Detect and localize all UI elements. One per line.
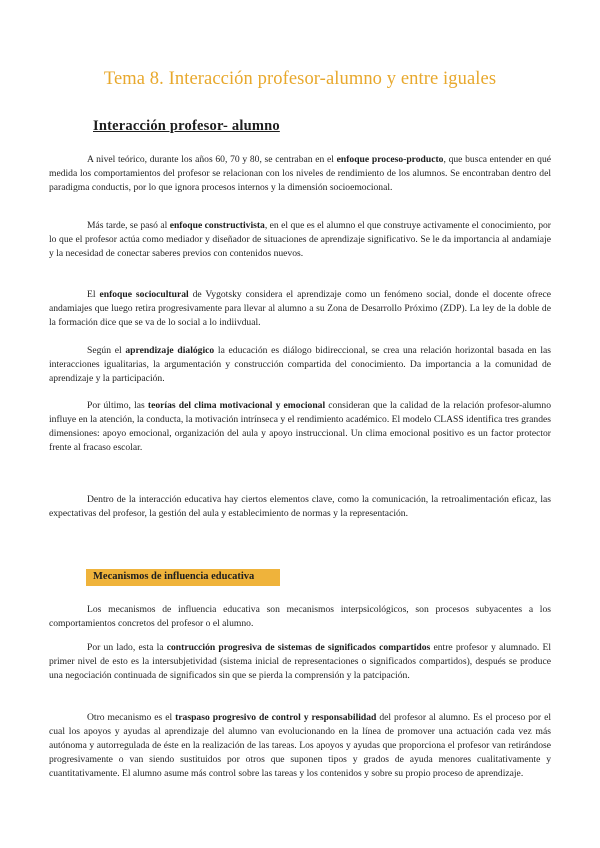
paragraph-significados-compartidos: Por un lado, esta la contrucción progresiva de sistemas de significados compartidos entre profesor y alumnado. El primer nivel de esto es la intersubjetividad (sistema inicial de representaciones o significados compartidos), después se produce una negociación continuada de significados sin que se pierda la comprensión y la patcipación. (49, 642, 552, 681)
paragraph-sociocultural: El enfoque sociocultural de Vygotsky considera el aprendizaje como un fenómeno social, donde el docente ofrece andamiajes que luego retira progresivamente para llevar al alumno a su Zona de Desarrollo Próximo (ZDP). La ley de la doble de la formación dice que se va de lo social a lo indiivdual. (49, 289, 551, 328)
paragraph-traspaso-control: Otro mecanismo es el traspaso progresivo de control y responsabilidad del profesor al alumno. Es el proceso por el cual los apoyos y ayudas al aprendizaje del alumno van evolucionando en la línea de promover una actuación cada vez más autónoma y autorregulada de éste en la realización de las tareas. Los apoyos y ayudas que proporciona el profesor van retirándose progresivamente o van siendo sustituidos por otros que suponen tipos y grados de ayuda menores cualitativamente y cuantitativamente. El alumno asume más control sobre las tareas y los contenidos y sobre su propio proceso de aprendizaje. (49, 712, 551, 779)
paragraph-proceso-producto: A nivel teórico, durante los años 60, 70 y 80, se centraban en el enfoque proceso-producto, que busca entender en qué medida los comportamientos del profesor se relacionan con los niveles de rendimiento de los alumnos. Se encontraban dentro del paradigma conductis, por lo que ignora procesos internos y la dimensión socioemocional. (49, 154, 552, 193)
document-title: Tema 8. Interacción profesor-alumno y entre iguales (103, 69, 497, 89)
paragraph-clima-motivacional: Por último, las teorías del clima motivacional y emocional consideran que la calidad de la relación profesor-alumno influye en la atención, la conducta, la motivación intrínseca y el rendimiento académico. El modelo CLASS identifica tres grandes dimensiones: apoyo emocional, organización del aula y apoyo instruccional. Un clima emocional positivo es un factor protector frente al fracaso escolar. (49, 400, 551, 453)
section-heading-mecanismos: Mecanismos de influencia educativa (93, 571, 255, 582)
paragraph-dialogico: Según el aprendizaje dialógico la educación es diálogo bidireccional, se crea una relación horizontal basada en las interacciones igualitarias, la argumentación y construcción compartida del conocimiento. Da importancia a la comunidad de aprendizaje y la participación. (49, 345, 551, 384)
section-heading-interaccion: Interacción profesor- alumno (93, 118, 280, 134)
paragraph-constructivista: Más tarde, se pasó al enfoque constructivista, en el que es el alumno el que construye activamente el conocimiento, por lo que el profesor actúa como mediador y diseñador de situaciones de aprendizaje significativo. Se le da importancia al andamiaje y la necesidad de conectar saberes previos con contenidos nuevos. (49, 220, 551, 259)
paragraph-elementos-clave: Dentro de la interacción educativa hay ciertos elementos clave, como la comunicación, la retroalimentación eficaz, las expectativas del profesor, la gestión del aula y establecimiento de normas y la representación. (49, 494, 551, 519)
paragraph-mecanismos-intro: Los mecanismos de influencia educativa son mecanismos interpsicológicos, son procesos subyacentes a los comportamientos concretos del profesor o el alumno. (49, 604, 551, 629)
